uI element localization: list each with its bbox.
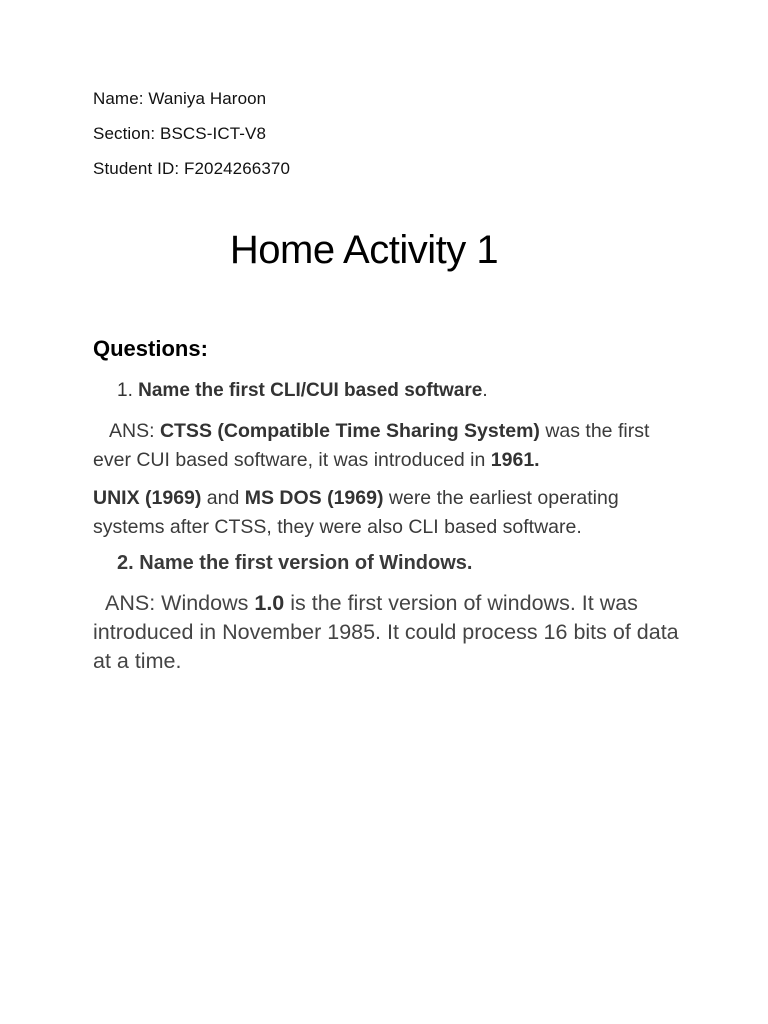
answer-2-text-rest: is the first version of windows. It was introduced in November 1985. It could process 16 bits of data at a time. [93, 591, 679, 673]
para-text-rest: were the earliest operating systems after CTSS, they were also CLI based software. [93, 487, 619, 538]
answer-1-prefix: ANS: [109, 420, 160, 442]
student-section: Section: BSCS-ICT-V8 [93, 124, 267, 143]
answer-1-text: was the first ever CUI based software, it was introduced in [93, 420, 650, 471]
answer-1 [93, 417, 683, 475]
answer-2-bold-version: 1.0 [254, 591, 285, 615]
page-title: Home Activity 1 [229, 228, 499, 272]
answer-1-bold-year: 1961. [490, 449, 540, 471]
student-id: Student ID: F2024266370 [93, 159, 291, 178]
para-bold-msdos: MS DOS (1969) [244, 487, 384, 509]
answer-2-prefix: ANS: [105, 591, 162, 615]
question-1 [117, 380, 488, 402]
question-2-number: 2. [117, 552, 134, 574]
question-2-text: Name the first version of Windows. [139, 552, 473, 574]
question-2 [117, 552, 472, 575]
answer-1-bold-ctss: CTSS (Compatible Time Sharing System) [159, 420, 540, 442]
student-name: Name: Waniya Haroon [93, 89, 267, 108]
question-1-text: Name the first CLI/CUI based software [138, 380, 483, 401]
questions-heading: Questions: [93, 336, 208, 361]
question-1-period: . [482, 380, 488, 401]
para-bold-unix: UNIX (1969) [93, 487, 202, 509]
para-text-and: and [201, 487, 245, 509]
answer-2 [93, 589, 683, 676]
answer-2-text-windows: Windows [161, 591, 255, 615]
paragraph-unix-msdos [93, 484, 683, 542]
question-1-number: 1. [117, 380, 133, 401]
